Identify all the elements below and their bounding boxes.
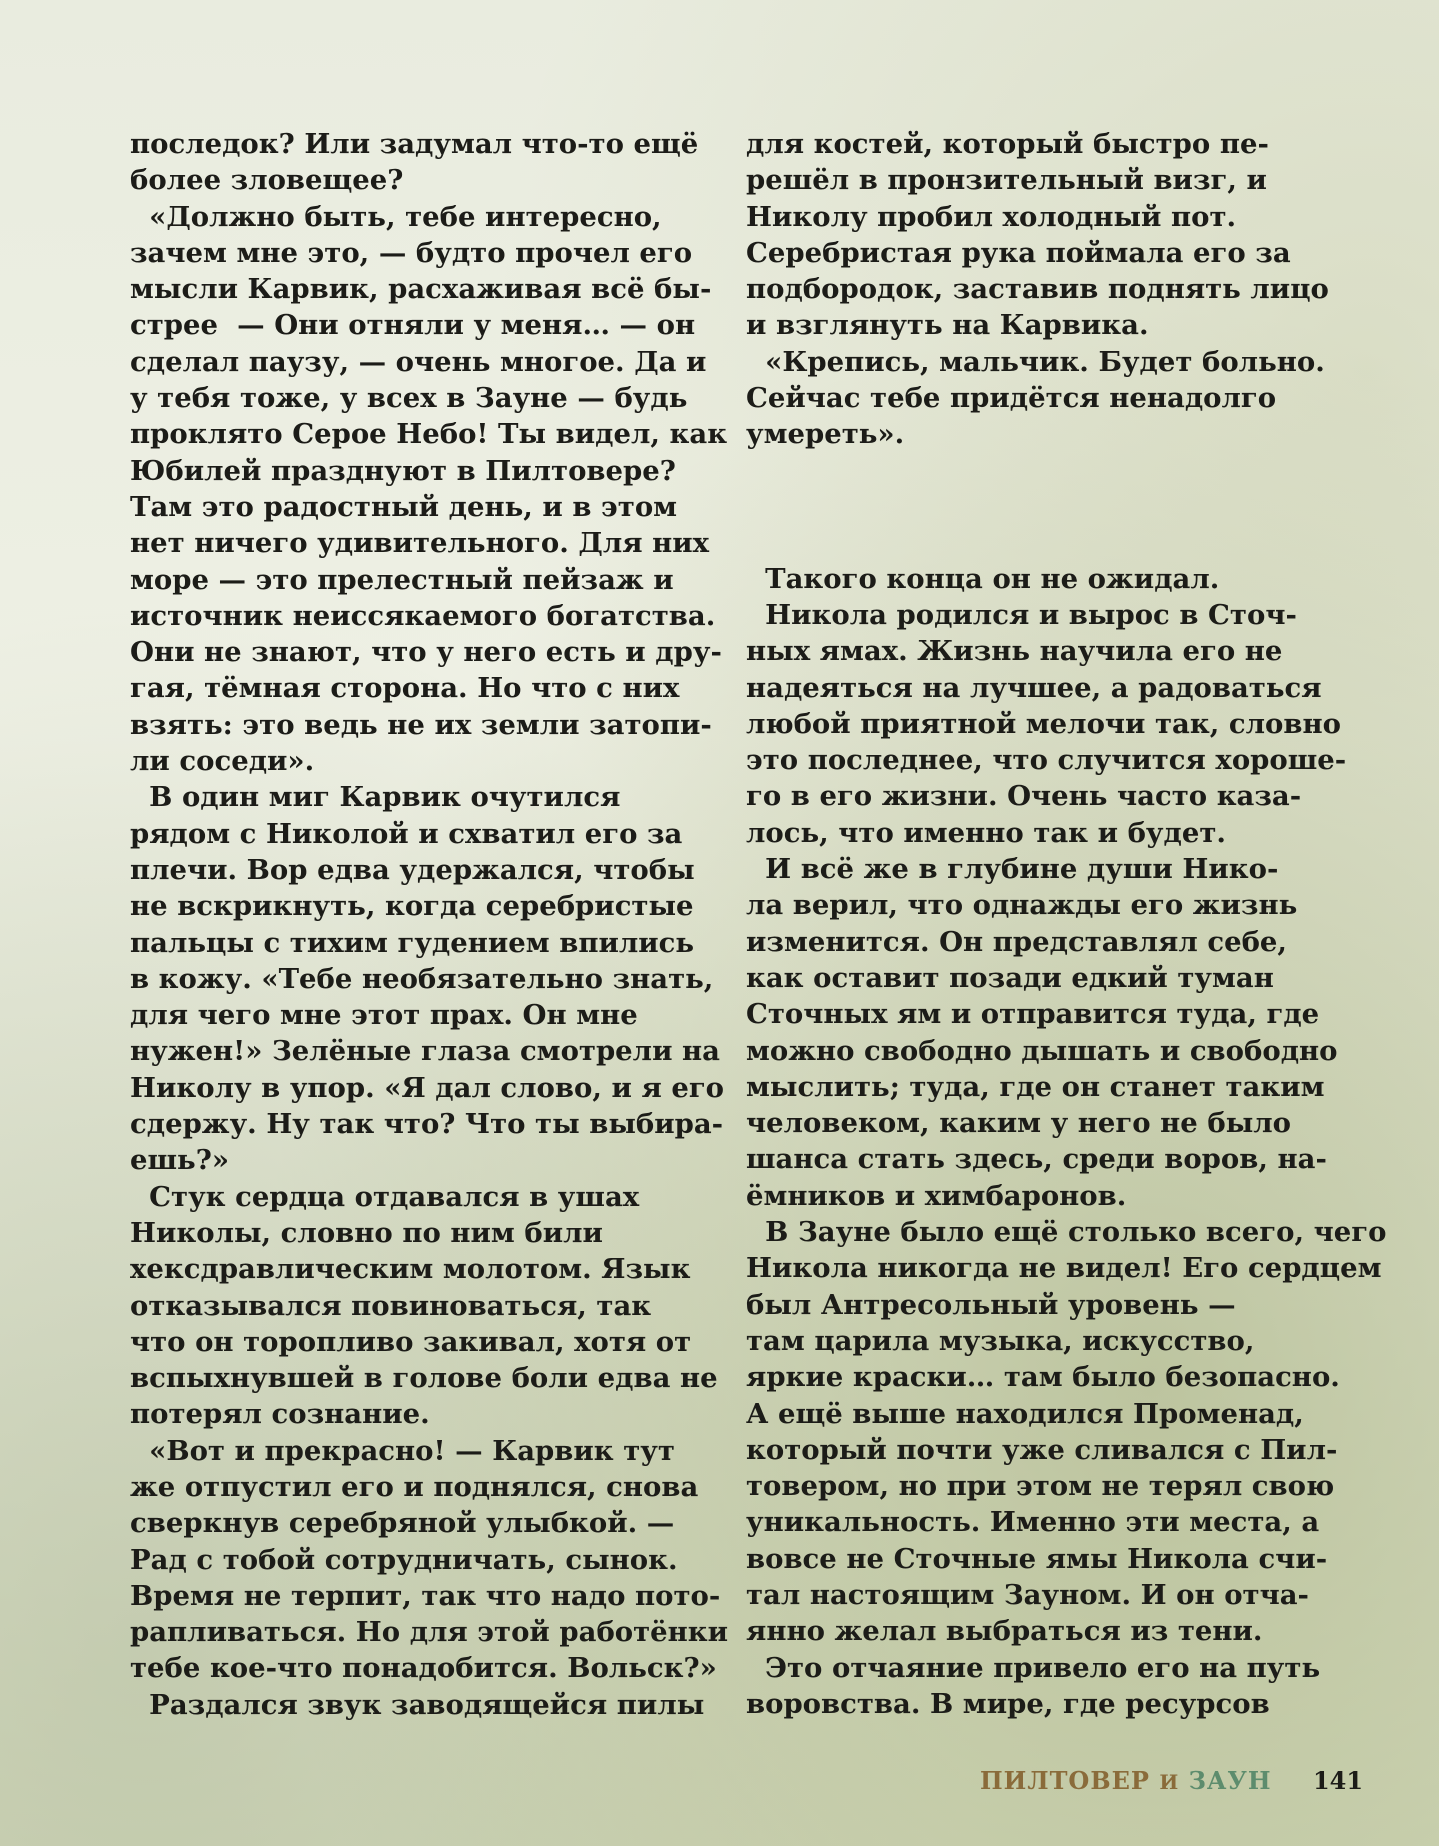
- text-line: Никола родился и вырос в Сточ-: [746, 598, 1297, 631]
- text-line: мыслить; туда, где он станет таким: [746, 1070, 1325, 1103]
- left-text-column: [130, 126, 729, 1723]
- right-column-bottom-block: [746, 561, 1387, 1723]
- page-number: 141: [1312, 1766, 1364, 1795]
- text-line: что он торопливо закивал, хотя от: [130, 1325, 692, 1358]
- text-line: Такого конца он не ожидал.: [746, 562, 1220, 595]
- text-line: гая, тёмная сторона. Но что с них: [130, 672, 680, 705]
- text-line: Николы, словно по ним били: [130, 1216, 603, 1249]
- text-line: тал настоящим Зауном. И он отча-: [746, 1578, 1309, 1611]
- text-line: нет ничего удивительного. Для них: [130, 527, 710, 560]
- text-line: у тебя тоже, у всех в Зауне — будь: [130, 382, 688, 415]
- text-line: товером, но при этом не терял свою: [746, 1470, 1335, 1503]
- text-line: яркие краски… там было безопасно.: [746, 1361, 1340, 1394]
- text-line: хексдравлическим молотом. Язык: [130, 1253, 691, 1286]
- text-line: мысли Карвик, расхаживая всё бы-: [130, 273, 712, 306]
- text-line: «Крепись, мальчик. Будет больно.: [746, 345, 1325, 378]
- text-line: Серебристая рука поймала его за: [746, 236, 1291, 269]
- text-line: более зловещее?: [130, 164, 404, 197]
- text-line: это последнее, что случится хороше-: [746, 744, 1347, 777]
- text-line: го в его жизни. Очень часто каза-: [746, 780, 1302, 813]
- text-line: лось, что именно так и будет.: [746, 816, 1226, 849]
- text-line: Никола никогда не видел! Его сердцем: [746, 1252, 1382, 1285]
- text-line: в кожу. «Тебе необязательно знать,: [130, 962, 714, 995]
- text-line: уникальность. Именно эти места, а: [746, 1506, 1320, 1539]
- running-footer-piltover: ПИЛТОВЕР: [980, 1766, 1150, 1795]
- text-line: Это отчаяние привело его на путь: [746, 1651, 1321, 1684]
- text-line: Стук сердца отдавался в ушах: [130, 1180, 640, 1213]
- text-line: и взглянуть на Карвика.: [746, 309, 1149, 342]
- text-line: проклято Серое Небо! Ты видел, как: [130, 418, 728, 451]
- text-line: подбородок, заставив поднять лицо: [746, 273, 1329, 306]
- text-line: последок? Или задумал что-то ещё: [130, 128, 699, 160]
- text-line: плечи. Вор едва удержался, чтобы: [130, 853, 695, 886]
- text-line: сделал паузу, — очень многое. Да и: [130, 345, 707, 378]
- section-break: [746, 453, 1316, 561]
- running-footer-zaun: ЗАУН: [1188, 1766, 1272, 1795]
- text-line: там царила музыка, искусство,: [746, 1324, 1255, 1357]
- text-line: Николу в упор. «Я дал слово, и я его: [130, 1071, 725, 1104]
- right-column-top-block: [746, 126, 1329, 453]
- text-line: любой приятной мелочи так, словно: [746, 707, 1341, 740]
- page-footer: [980, 1766, 1363, 1795]
- text-line: для костей, который быстро пе-: [746, 128, 1269, 160]
- text-line: «Вот и прекрасно! — Карвик тут: [130, 1434, 675, 1467]
- text-line: Там это радостный день, и в этом: [130, 490, 678, 523]
- text-line: взять: это ведь не их земли затопи-: [130, 708, 712, 741]
- text-line: ла верил, что однажды его жизнь: [746, 889, 1298, 922]
- text-line: янно желал выбраться из тени.: [746, 1615, 1263, 1648]
- text-line: нужен!» Зелёные глаза смотрели на: [130, 1035, 720, 1068]
- text-line: Сейчас тебе придётся ненадолго: [746, 382, 1277, 415]
- text-line: же отпустил его и поднялся, снова: [130, 1470, 699, 1503]
- text-line: Сточных ям и отправится туда, где: [746, 998, 1320, 1031]
- running-footer-and: И: [1159, 1770, 1180, 1794]
- text-line: зачем мне это, — будто прочел его: [130, 236, 693, 269]
- text-line: изменится. Он представлял себе,: [746, 925, 1287, 958]
- text-line: сдержу. Ну так что? Что ты выбира-: [130, 1108, 724, 1141]
- text-line: человеком, каким у него не было: [746, 1107, 1292, 1140]
- text-line: шанса стать здесь, среди воров, на-: [746, 1143, 1327, 1176]
- text-line: рядом с Николой и схватил его за: [130, 817, 683, 850]
- text-line: И всё же в глубине души Нико-: [746, 853, 1279, 886]
- text-line: «Должно быть, тебе интересно,: [130, 200, 662, 233]
- text-line: вспыхнувшей в голове боли едва не: [130, 1362, 718, 1395]
- text-line: пальцы с тихим гудением впились: [130, 926, 695, 959]
- text-line: вовсе не Сточные ямы Никола счи-: [746, 1542, 1328, 1575]
- text-line: как оставит позади едкий туман: [746, 961, 1274, 994]
- text-line: был Антресольный уровень —: [746, 1288, 1236, 1321]
- text-line: источник неиссякаемого богатства.: [130, 599, 716, 632]
- text-line: надеяться на лучшее, а радоваться: [746, 671, 1322, 704]
- text-line: ли соседи».: [130, 745, 315, 778]
- text-line: воровства. В мире, где ресурсов: [746, 1687, 1270, 1720]
- text-line: сверкнув серебряной улыбкой. —: [130, 1507, 675, 1540]
- text-line: не вскрикнуть, когда серебристые: [130, 890, 694, 923]
- text-line: тебе кое-что понадобится. Вольск?»: [130, 1652, 717, 1685]
- text-line: Раздался звук заводящейся пилы: [130, 1688, 705, 1721]
- text-line: море — это прелестный пейзаж и: [130, 563, 674, 596]
- text-line: ешь?»: [130, 1144, 230, 1177]
- right-text-column: [746, 126, 1387, 1722]
- text-line: решёл в пронзительный визг, и: [746, 164, 1267, 197]
- text-line: потерял сознание.: [130, 1398, 430, 1431]
- text-line: можно свободно дышать и свободно: [746, 1034, 1338, 1067]
- text-line: Юбилей празднуют в Пилтовере?: [130, 454, 676, 487]
- text-line: умереть».: [746, 418, 905, 451]
- text-line: рапливаться. Но для этой работёнки: [130, 1616, 729, 1649]
- text-line: ёмников и химбаронов.: [746, 1179, 1127, 1212]
- text-line: В Зауне было ещё столько всего, чего: [746, 1216, 1387, 1249]
- text-line: Николу пробил холодный пот.: [746, 200, 1237, 233]
- text-line: Рад с тобой сотрудничать, сынок.: [130, 1543, 678, 1576]
- text-line: Они не знают, что у него есть и дру-: [130, 636, 722, 669]
- text-line: для чего мне этот прах. Он мне: [130, 999, 638, 1032]
- text-line: Время не терпит, так что надо пото-: [130, 1579, 721, 1612]
- text-line: ных ямах. Жизнь научила его не: [746, 635, 1283, 668]
- text-line: который почти уже сливался с Пил-: [746, 1433, 1338, 1466]
- text-line: В один миг Карвик очутился: [130, 781, 621, 814]
- text-line: стрее — Они отняли у меня… — он: [130, 309, 696, 342]
- text-line: А ещё выше находился Променад,: [746, 1397, 1304, 1430]
- text-line: отказывался повиноваться, так: [130, 1289, 652, 1322]
